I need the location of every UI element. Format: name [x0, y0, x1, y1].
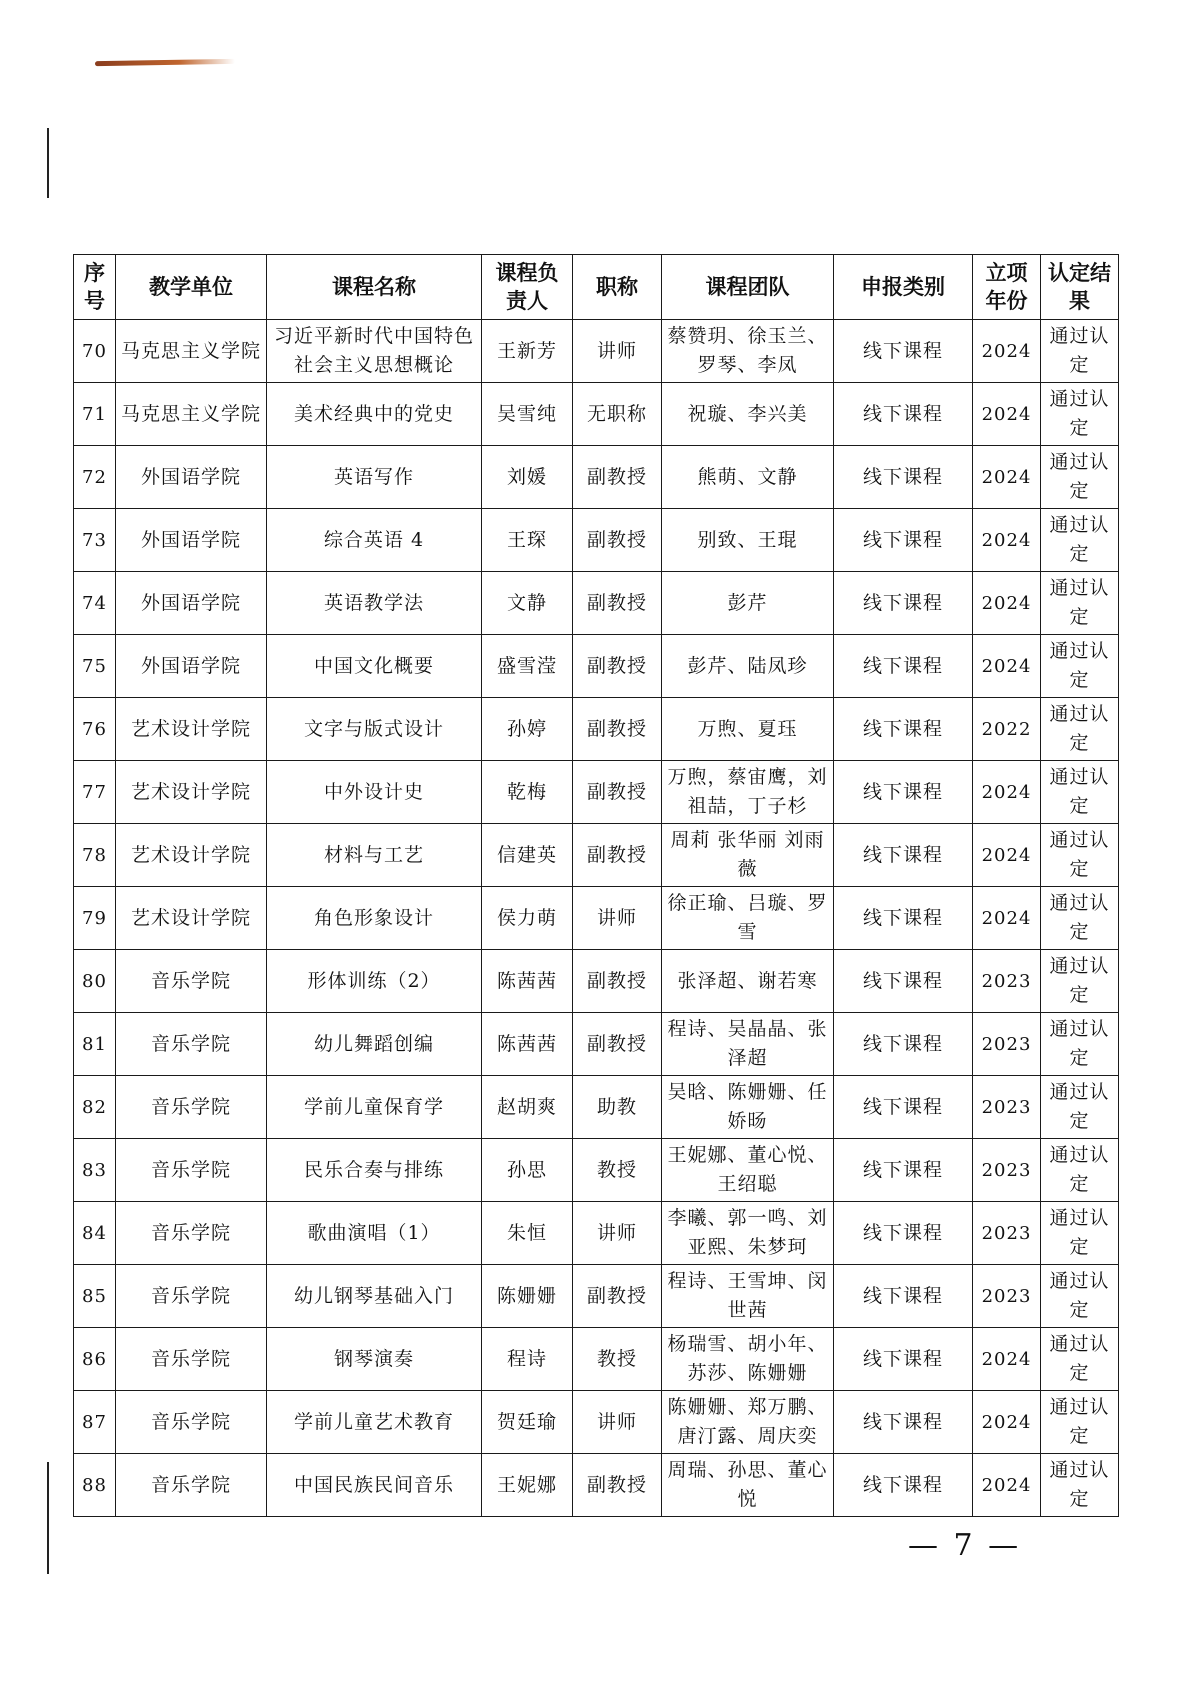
cell-col-course: 习近平新时代中国特色社会主义思想概论	[267, 320, 482, 383]
cell-col-title: 讲师	[573, 320, 662, 383]
cell-col-type: 线下课程	[834, 1139, 973, 1202]
cell-col-title: 助教	[573, 1076, 662, 1139]
cell-col-unit: 艺术设计学院	[116, 887, 267, 950]
cell-col-result: 通过认定	[1041, 635, 1119, 698]
table-row	[74, 1328, 1119, 1391]
cell-col-title: 教授	[573, 1139, 662, 1202]
cell-col-team: 徐正瑜、吕璇、罗雪	[662, 887, 834, 950]
cell-col-course: 学前儿童保育学	[267, 1076, 482, 1139]
cell-col-type: 线下课程	[834, 572, 973, 635]
cell-col-team: 熊萌、文静	[662, 446, 834, 509]
cell-col-title: 副教授	[573, 635, 662, 698]
cell-col-course: 形体训练（2）	[267, 950, 482, 1013]
cell-col-year: 2023	[973, 1202, 1041, 1265]
cell-col-team: 祝璇、李兴美	[662, 383, 834, 446]
cell-col-title: 讲师	[573, 1391, 662, 1454]
header-col-course: 课程名称	[267, 255, 482, 320]
cell-col-course: 中外设计史	[267, 761, 482, 824]
table-header	[74, 255, 1119, 320]
cell-col-index: 77	[74, 761, 116, 824]
cell-col-index: 75	[74, 635, 116, 698]
table-row	[74, 446, 1119, 509]
cell-col-course: 中国文化概要	[267, 635, 482, 698]
cell-col-result: 通过认定	[1041, 761, 1119, 824]
cell-col-title: 讲师	[573, 887, 662, 950]
cell-col-lead: 乾梅	[482, 761, 573, 824]
cell-col-team: 陈姗姗、郑万鹏、唐汀露、周庆奕	[662, 1391, 834, 1454]
cell-col-title: 副教授	[573, 509, 662, 572]
cell-col-title: 副教授	[573, 824, 662, 887]
cell-col-lead: 文静	[482, 572, 573, 635]
cell-col-unit: 音乐学院	[116, 1391, 267, 1454]
cell-col-team: 李曦、郭一鸣、刘亚熙、朱梦珂	[662, 1202, 834, 1265]
cell-col-index: 78	[74, 824, 116, 887]
cell-col-team: 王妮娜、董心悦、王绍聪	[662, 1139, 834, 1202]
cell-col-title: 副教授	[573, 698, 662, 761]
table-row	[74, 1265, 1119, 1328]
cell-col-unit: 马克思主义学院	[116, 383, 267, 446]
cell-col-course: 英语教学法	[267, 572, 482, 635]
cell-col-lead: 陈姗姗	[482, 1265, 573, 1328]
cell-col-lead: 程诗	[482, 1328, 573, 1391]
table-row	[74, 698, 1119, 761]
cell-col-course: 民乐合奏与排练	[267, 1139, 482, 1202]
cell-col-index: 73	[74, 509, 116, 572]
cell-col-lead: 盛雪滢	[482, 635, 573, 698]
cell-col-title: 副教授	[573, 446, 662, 509]
cell-col-type: 线下课程	[834, 1013, 973, 1076]
cell-col-course: 歌曲演唱（1）	[267, 1202, 482, 1265]
cell-col-year: 2024	[973, 824, 1041, 887]
cell-col-course: 中国民族民间音乐	[267, 1454, 482, 1517]
cell-col-title: 教授	[573, 1328, 662, 1391]
table-row	[74, 1013, 1119, 1076]
cell-col-result: 通过认定	[1041, 1328, 1119, 1391]
cell-col-course: 综合英语 4	[267, 509, 482, 572]
cell-col-type: 线下课程	[834, 509, 973, 572]
binding-edge-top	[47, 128, 49, 198]
cell-col-year: 2024	[973, 572, 1041, 635]
cell-col-year: 2022	[973, 698, 1041, 761]
cell-col-year: 2024	[973, 1391, 1041, 1454]
cell-col-index: 76	[74, 698, 116, 761]
page-number: — 7 —	[908, 1528, 1022, 1563]
header-col-title: 职称	[573, 255, 662, 320]
cell-col-team: 周莉 张华丽 刘雨薇	[662, 824, 834, 887]
header-col-index: 序号	[74, 255, 116, 320]
cell-col-lead: 贺廷瑜	[482, 1391, 573, 1454]
cell-col-type: 线下课程	[834, 1076, 973, 1139]
cell-col-lead: 吴雪纯	[482, 383, 573, 446]
scan-mark	[95, 59, 235, 66]
cell-col-index: 72	[74, 446, 116, 509]
table-row	[74, 887, 1119, 950]
cell-col-result: 通过认定	[1041, 383, 1119, 446]
cell-col-unit: 艺术设计学院	[116, 698, 267, 761]
cell-col-team: 万煦、夏珏	[662, 698, 834, 761]
cell-col-unit: 外国语学院	[116, 446, 267, 509]
cell-col-title: 副教授	[573, 1013, 662, 1076]
cell-col-title: 讲师	[573, 1202, 662, 1265]
cell-col-lead: 孙婷	[482, 698, 573, 761]
cell-col-result: 通过认定	[1041, 1265, 1119, 1328]
cell-col-course: 角色形象设计	[267, 887, 482, 950]
cell-col-year: 2024	[973, 383, 1041, 446]
cell-col-type: 线下课程	[834, 1328, 973, 1391]
cell-col-index: 79	[74, 887, 116, 950]
cell-col-index: 82	[74, 1076, 116, 1139]
cell-col-course: 钢琴演奏	[267, 1328, 482, 1391]
cell-col-course: 学前儿童艺术教育	[267, 1391, 482, 1454]
table-row	[74, 320, 1119, 383]
cell-col-title: 副教授	[573, 1265, 662, 1328]
cell-col-type: 线下课程	[834, 1454, 973, 1517]
cell-col-index: 71	[74, 383, 116, 446]
cell-col-year: 2024	[973, 761, 1041, 824]
cell-col-index: 85	[74, 1265, 116, 1328]
cell-col-team: 彭芹、陆凤珍	[662, 635, 834, 698]
cell-col-lead: 孙思	[482, 1139, 573, 1202]
cell-col-team: 别致、王琨	[662, 509, 834, 572]
cell-col-year: 2023	[973, 950, 1041, 1013]
cell-col-index: 87	[74, 1391, 116, 1454]
cell-col-lead: 陈茜茜	[482, 1013, 573, 1076]
binding-edge-bottom	[47, 1462, 49, 1574]
cell-col-unit: 音乐学院	[116, 950, 267, 1013]
cell-col-title: 无职称	[573, 383, 662, 446]
table-row	[74, 761, 1119, 824]
table-row	[74, 1076, 1119, 1139]
cell-col-unit: 音乐学院	[116, 1265, 267, 1328]
header-col-year: 立项年份	[973, 255, 1041, 320]
cell-col-type: 线下课程	[834, 446, 973, 509]
cell-col-result: 通过认定	[1041, 1139, 1119, 1202]
cell-col-index: 83	[74, 1139, 116, 1202]
cell-col-index: 81	[74, 1013, 116, 1076]
table-row	[74, 1202, 1119, 1265]
cell-col-result: 通过认定	[1041, 1454, 1119, 1517]
cell-col-result: 通过认定	[1041, 698, 1119, 761]
cell-col-team: 彭芹	[662, 572, 834, 635]
cell-col-year: 2023	[973, 1139, 1041, 1202]
cell-col-lead: 王新芳	[482, 320, 573, 383]
cell-col-type: 线下课程	[834, 1265, 973, 1328]
cell-col-lead: 刘媛	[482, 446, 573, 509]
cell-col-course: 幼儿舞蹈创编	[267, 1013, 482, 1076]
cell-col-index: 86	[74, 1328, 116, 1391]
cell-col-type: 线下课程	[834, 383, 973, 446]
cell-col-type: 线下课程	[834, 824, 973, 887]
cell-col-type: 线下课程	[834, 1391, 973, 1454]
cell-col-result: 通过认定	[1041, 320, 1119, 383]
course-table	[73, 254, 1119, 1517]
cell-col-result: 通过认定	[1041, 950, 1119, 1013]
table-row	[74, 1391, 1119, 1454]
cell-col-team: 吴晗、陈姗姗、任娇旸	[662, 1076, 834, 1139]
cell-col-team: 万煦，蔡宙鹰，刘祖喆，丁子杉	[662, 761, 834, 824]
cell-col-unit: 音乐学院	[116, 1328, 267, 1391]
header-col-type: 申报类别	[834, 255, 973, 320]
cell-col-result: 通过认定	[1041, 509, 1119, 572]
cell-col-year: 2024	[973, 887, 1041, 950]
cell-col-team: 程诗、王雪坤、闵世茜	[662, 1265, 834, 1328]
cell-col-year: 2024	[973, 635, 1041, 698]
cell-col-unit: 外国语学院	[116, 509, 267, 572]
cell-col-result: 通过认定	[1041, 1391, 1119, 1454]
table-row	[74, 383, 1119, 446]
cell-col-year: 2024	[973, 320, 1041, 383]
cell-col-course: 英语写作	[267, 446, 482, 509]
cell-col-unit: 音乐学院	[116, 1202, 267, 1265]
cell-col-type: 线下课程	[834, 698, 973, 761]
cell-col-year: 2024	[973, 1328, 1041, 1391]
header-row	[74, 255, 1119, 320]
cell-col-lead: 王妮娜	[482, 1454, 573, 1517]
cell-col-type: 线下课程	[834, 950, 973, 1013]
table-row	[74, 635, 1119, 698]
cell-col-lead: 侯力萌	[482, 887, 573, 950]
cell-col-title: 副教授	[573, 1454, 662, 1517]
cell-col-title: 副教授	[573, 572, 662, 635]
cell-col-course: 文字与版式设计	[267, 698, 482, 761]
cell-col-lead: 信建英	[482, 824, 573, 887]
table-body	[74, 320, 1119, 1517]
cell-col-index: 74	[74, 572, 116, 635]
cell-col-lead: 赵胡爽	[482, 1076, 573, 1139]
cell-col-lead: 朱恒	[482, 1202, 573, 1265]
cell-col-unit: 音乐学院	[116, 1139, 267, 1202]
cell-col-course: 幼儿钢琴基础入门	[267, 1265, 482, 1328]
cell-col-index: 88	[74, 1454, 116, 1517]
cell-col-result: 通过认定	[1041, 1202, 1119, 1265]
cell-col-unit: 音乐学院	[116, 1454, 267, 1517]
header-col-unit: 教学单位	[116, 255, 267, 320]
cell-col-year: 2023	[973, 1076, 1041, 1139]
cell-col-team: 周瑞、孙思、董心悦	[662, 1454, 834, 1517]
cell-col-lead: 陈茜茜	[482, 950, 573, 1013]
cell-col-unit: 音乐学院	[116, 1013, 267, 1076]
cell-col-unit: 艺术设计学院	[116, 824, 267, 887]
cell-col-type: 线下课程	[834, 635, 973, 698]
cell-col-unit: 艺术设计学院	[116, 761, 267, 824]
cell-col-year: 2024	[973, 446, 1041, 509]
table-row	[74, 1139, 1119, 1202]
header-col-result: 认定结果	[1041, 255, 1119, 320]
cell-col-lead: 王琛	[482, 509, 573, 572]
cell-col-unit: 马克思主义学院	[116, 320, 267, 383]
cell-col-year: 2024	[973, 509, 1041, 572]
cell-col-index: 80	[74, 950, 116, 1013]
cell-col-result: 通过认定	[1041, 887, 1119, 950]
cell-col-index: 70	[74, 320, 116, 383]
cell-col-result: 通过认定	[1041, 1013, 1119, 1076]
header-col-team: 课程团队	[662, 255, 834, 320]
cell-col-team: 程诗、吴晶晶、张泽超	[662, 1013, 834, 1076]
cell-col-title: 副教授	[573, 761, 662, 824]
cell-col-course: 材料与工艺	[267, 824, 482, 887]
cell-col-type: 线下课程	[834, 320, 973, 383]
cell-col-unit: 音乐学院	[116, 1076, 267, 1139]
cell-col-unit: 外国语学院	[116, 572, 267, 635]
table-row	[74, 824, 1119, 887]
cell-col-result: 通过认定	[1041, 572, 1119, 635]
table-row	[74, 509, 1119, 572]
cell-col-result: 通过认定	[1041, 824, 1119, 887]
cell-col-type: 线下课程	[834, 761, 973, 824]
cell-col-team: 蔡赞玥、徐玉兰、罗琴、李凤	[662, 320, 834, 383]
cell-col-team: 张泽超、谢若寒	[662, 950, 834, 1013]
cell-col-result: 通过认定	[1041, 446, 1119, 509]
table-row	[74, 572, 1119, 635]
cell-col-index: 84	[74, 1202, 116, 1265]
cell-col-year: 2023	[973, 1013, 1041, 1076]
cell-col-title: 副教授	[573, 950, 662, 1013]
header-col-lead: 课程负责人	[482, 255, 573, 320]
cell-col-team: 杨瑞雪、胡小年、苏莎、陈姗姗	[662, 1328, 834, 1391]
cell-col-course: 美术经典中的党史	[267, 383, 482, 446]
table-row	[74, 950, 1119, 1013]
cell-col-result: 通过认定	[1041, 1076, 1119, 1139]
cell-col-type: 线下课程	[834, 1202, 973, 1265]
cell-col-year: 2023	[973, 1265, 1041, 1328]
cell-col-type: 线下课程	[834, 887, 973, 950]
table-row	[74, 1454, 1119, 1517]
cell-col-unit: 外国语学院	[116, 635, 267, 698]
cell-col-year: 2024	[973, 1454, 1041, 1517]
